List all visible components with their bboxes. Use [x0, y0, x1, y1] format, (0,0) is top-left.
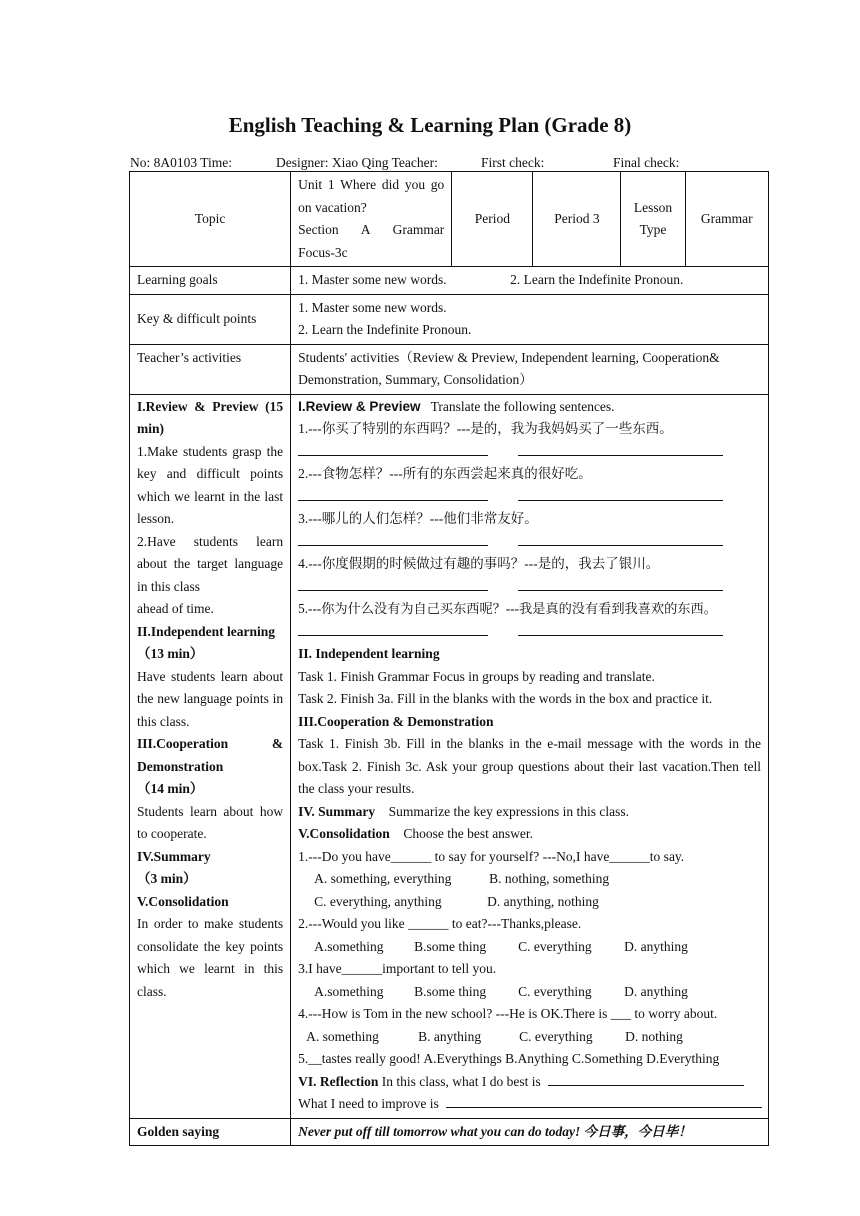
reflection-heading: VI. Reflection — [298, 1073, 379, 1089]
coop-text: Students learn about how to cooperate. — [137, 803, 284, 841]
answer-blanks — [298, 576, 761, 599]
reflection-text-1: In this class, what I do best is — [381, 1073, 541, 1089]
option: B. anything — [418, 1028, 482, 1044]
option: C. everything, anything — [314, 893, 442, 909]
option: C. everything — [518, 983, 592, 999]
answer-blank[interactable] — [518, 621, 723, 636]
answer-blank[interactable] — [298, 441, 488, 456]
answer-blanks — [298, 441, 761, 464]
question-1: 1.---Do you have______ to say for yourself? ---No,I have______to say. — [298, 848, 685, 864]
coop-heading: III.Cooperation & Demonstration — [298, 713, 494, 729]
consolidation-instruction: Choose the best answer. — [403, 826, 534, 841]
answer-blank[interactable] — [518, 531, 723, 546]
topic-line: Unit 1 Where did you go on vacation? — [298, 177, 445, 215]
answer-blank[interactable] — [298, 486, 488, 501]
answer-blank[interactable] — [518, 441, 723, 456]
answer-blanks — [298, 531, 761, 554]
question-1-options-2 — [298, 891, 761, 914]
teacher-activities-label: Teacher’s activities — [130, 344, 291, 394]
consolidation-heading: V.Consolidation — [298, 826, 390, 841]
review-instruction: Translate the following sentences. — [430, 398, 615, 414]
key-points-value — [291, 294, 769, 344]
summary-time: （3 min） — [137, 871, 197, 886]
independent-text: Have students learn about the new language points in this class. — [137, 668, 284, 729]
activities-body-row — [130, 394, 769, 1118]
option: D. anything, nothing — [487, 893, 599, 909]
goal-item: 2. Learn the Indefinite Pronoun. — [510, 272, 684, 287]
learning-goals-value — [291, 267, 769, 295]
lesson-type-label: Lesson Type — [621, 172, 685, 267]
sentence-3: 3.---哪儿的人们怎样？---他们非常友好。 — [298, 511, 538, 526]
coop-time: （14 min） — [137, 781, 204, 796]
option: A. something — [306, 1028, 379, 1044]
sentence-4: 4.---你度假期的时候做过有趣的事吗？---是的，我去了银川。 — [298, 556, 660, 571]
independent-heading: II. Independent learning — [298, 646, 440, 661]
answer-blanks — [298, 621, 761, 644]
review-heading: I.Review & Preview — [298, 398, 421, 414]
independent-task-1: Task 1. Finish Grammar Focus in groups by reading and translate. — [298, 668, 655, 684]
lesson-plan-table — [129, 171, 769, 1146]
answer-blank[interactable] — [298, 531, 488, 546]
summary-title: IV.Summary — [137, 848, 211, 864]
question-4-options — [298, 1026, 761, 1049]
review-p2: 2.Have students learn about the target language in this class — [137, 533, 284, 594]
consolidation-line — [298, 823, 761, 846]
option: B.some thing — [414, 938, 487, 954]
option: D. anything — [624, 983, 688, 999]
teacher-column — [130, 394, 291, 1118]
key-points-label: Key & difficult points — [130, 294, 291, 344]
option: B.some thing — [414, 983, 487, 999]
option: A.something — [314, 938, 384, 954]
option: C. everything — [519, 1028, 593, 1044]
topic-value — [291, 172, 452, 267]
golden-saying-label: Golden saying — [130, 1118, 291, 1146]
meta-first-check: First check: — [481, 155, 545, 170]
golden-saying-row — [130, 1118, 769, 1146]
goal-item: 1. Master some new words. — [298, 272, 447, 287]
period-label: Period — [452, 172, 533, 267]
key-point-item: 1. Master some new words. — [298, 299, 447, 315]
coop-title: III.Cooperation & Demonstration — [137, 736, 284, 774]
sentence-1: 1.---你买了特别的东西吗？---是的，我为我妈妈买了一些东西。 — [298, 421, 673, 436]
review-p1: 1.Make students grasp the key and difficult points which we learnt in the last lesson. — [137, 443, 284, 526]
independent-title: II.Independent learning — [137, 623, 276, 639]
student-column — [291, 394, 769, 1118]
meta-no: No: 8A0103 Time: — [130, 155, 233, 170]
learning-goals-row — [130, 267, 769, 295]
answer-blank[interactable] — [518, 486, 723, 501]
reflection-blank[interactable] — [548, 1071, 744, 1086]
period-value: Period 3 — [533, 172, 621, 267]
independent-task-2: Task 2. Finish 3a. Fill in the blanks with the words in the box and practice it. — [298, 691, 713, 706]
coop-text: Task 1. Finish 3b. Fill in the blanks in the e-mail message with the words in the box.Task 2. Finish 3c. Ask your group questions about their last vacation.Then tell the class your results. — [298, 736, 761, 796]
option: C. everything — [518, 938, 592, 954]
option: A. something, everything — [314, 871, 452, 886]
option: D. nothing — [625, 1028, 683, 1044]
meta-line — [130, 155, 679, 171]
review-title: I.Review & Preview (15 min) — [137, 398, 284, 436]
answer-blank[interactable] — [518, 576, 723, 591]
option: B. nothing, something — [489, 871, 610, 886]
question-3: 3.I have______important to tell you. — [298, 961, 497, 976]
key-point-item: 2. Learn the Indefinite Pronoun. — [298, 322, 472, 337]
review-heading-line — [298, 396, 761, 419]
activities-header-row — [130, 344, 769, 394]
topic-line: Section A Grammar Focus-3c — [298, 222, 445, 260]
student-activities-label: Students' activities（Review & Preview, Independent learning, Cooperation& Demonstration, Summary, Consolidation） — [291, 344, 769, 394]
independent-time: （13 min） — [137, 646, 204, 661]
improve-line — [298, 1093, 761, 1116]
option: D. anything — [624, 938, 688, 954]
sentence-2: 2.---食物怎样？---所有的东西尝起来真的很好吃。 — [298, 466, 592, 481]
golden-saying-text: Never put off till tomorrow what you can do today! 今日事，今日毕！ — [291, 1118, 769, 1146]
summary-text: Summarize the key expressions in this class. — [388, 803, 630, 819]
answer-blanks — [298, 486, 761, 509]
learning-goals-label: Learning goals — [130, 267, 291, 295]
answer-blank[interactable] — [298, 576, 488, 591]
topic-label: Topic — [130, 172, 291, 267]
sentence-5: 5.---你为什么没有为自己买东西呢？---我是真的没有看到我喜欢的东西。 — [298, 601, 717, 616]
meta-final-check: Final check: — [613, 155, 680, 170]
question-2: 2.---Would you like ______ to eat?---Thanks,please. — [298, 916, 582, 931]
question-3-options — [298, 981, 761, 1004]
page-title: English Teaching & Learning Plan (Grade 8) — [228, 113, 632, 137]
option: A.something — [314, 983, 384, 999]
question-5: 5.__tastes really good! A.Everythings B.Anything C.Something D.Everything — [298, 1051, 720, 1066]
review-p3: ahead of time. — [137, 601, 214, 616]
summary-heading: IV. Summary — [298, 803, 376, 819]
consolidation-text: In order to make students consolidate the key points which we learnt in this class. — [137, 916, 284, 999]
meta-designer: Designer: Xiao Qing Teacher: — [276, 155, 438, 170]
reflection-line — [298, 1071, 761, 1094]
question-1-options — [298, 868, 761, 891]
answer-blank[interactable] — [298, 621, 488, 636]
topic-row — [130, 172, 769, 267]
consolidation-title: V.Consolidation — [137, 893, 229, 909]
question-4: 4.---How is Tom in the new school? ---He is OK.There is ___ to worry about. — [298, 1006, 718, 1021]
key-points-row — [130, 294, 769, 344]
improve-blank[interactable] — [446, 1093, 762, 1108]
summary-line — [298, 801, 761, 824]
reflection-text-2: What I need to improve is — [298, 1096, 439, 1111]
lesson-type-value: Grammar — [685, 172, 768, 267]
question-2-options — [298, 936, 761, 959]
